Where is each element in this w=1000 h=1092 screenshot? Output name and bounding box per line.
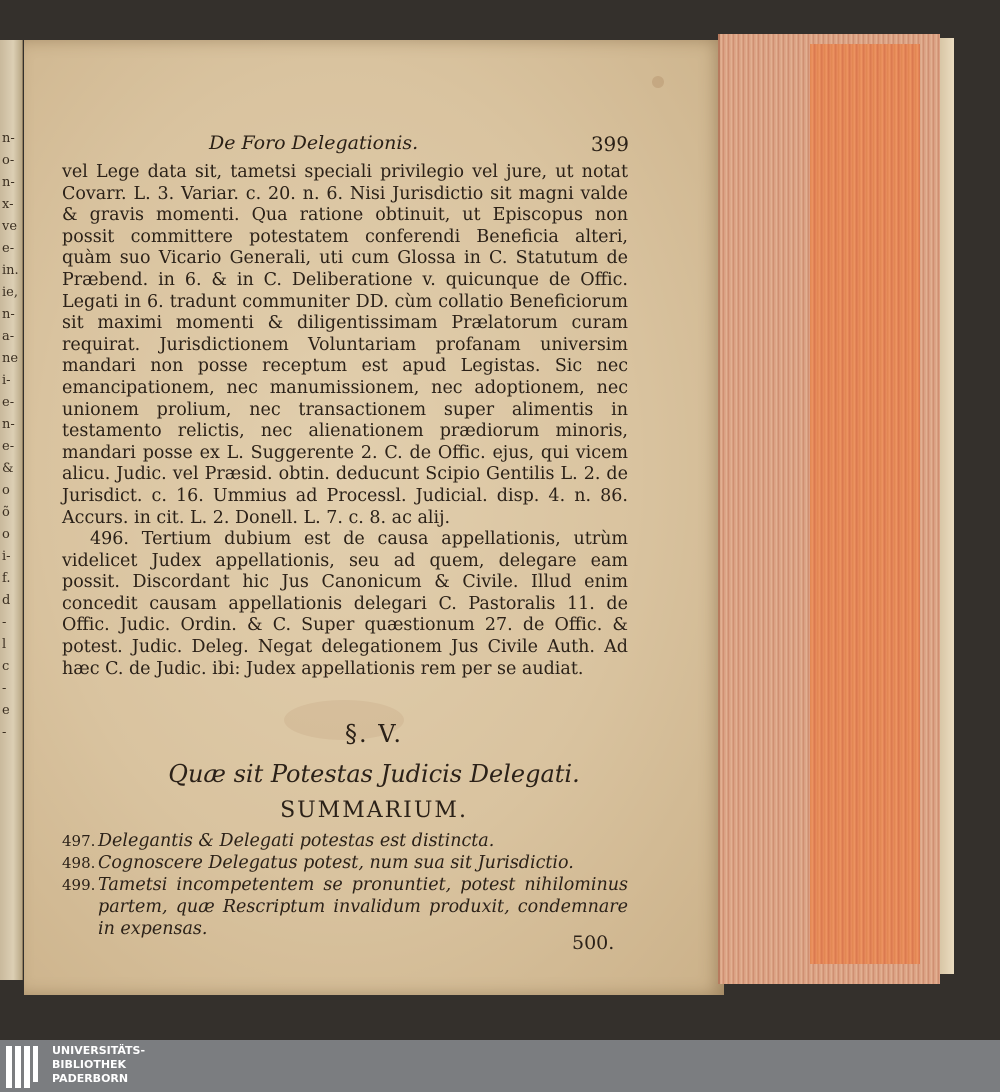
summary-number: 499. <box>62 876 96 894</box>
right-page <box>24 40 724 995</box>
left-page-fragment: n- <box>2 307 15 322</box>
library-logo-icon <box>6 1046 46 1088</box>
left-page-fragment: o <box>2 527 10 542</box>
logo-line: PADERBORN <box>52 1072 129 1085</box>
left-page-fragment: o- <box>2 153 15 168</box>
summary-number: 498. <box>62 854 96 872</box>
left-page-fragment: c <box>2 659 10 674</box>
left-page-fragment: e- <box>2 439 15 454</box>
left-page-fragment: õ <box>2 505 10 520</box>
left-page-fragment: - <box>2 615 7 630</box>
back-cover-rim <box>940 38 954 974</box>
book-fore-edge <box>718 34 940 984</box>
library-logo-text <box>52 1044 145 1086</box>
catchword: 500. <box>572 932 615 954</box>
left-page-fragment: - <box>2 725 7 740</box>
left-page-fragment: o <box>2 483 10 498</box>
left-page-fragment: n- <box>2 417 15 432</box>
summary-heading: SUMMARIUM. <box>280 798 468 823</box>
page-number: 399 <box>590 132 629 156</box>
left-page-fragment: l <box>2 637 7 652</box>
running-title: De Foro Delegationis. <box>209 132 419 154</box>
summary-item <box>62 830 628 852</box>
summary-text: Tametsi incompetentem se pronuntiet, potest nihilominus partem, quæ Rescriptum invalidum produxit, condemnare in expensas. <box>98 875 628 939</box>
logo-line: UNIVERSITÄTS- <box>52 1044 146 1057</box>
left-page-fragment: i- <box>2 549 11 564</box>
summary-item <box>62 874 628 940</box>
left-page-fragment: e- <box>2 395 15 410</box>
left-page-fragment: f. <box>2 571 11 586</box>
left-page-fragment: a- <box>2 329 15 344</box>
left-page-fragment: & <box>2 461 14 476</box>
summary-text: Delegantis & Delegati potestas est distincta. <box>98 831 495 851</box>
left-page-edge <box>0 40 23 980</box>
left-page-fragment: i- <box>2 373 11 388</box>
logo-line: BIBLIOTHEK <box>52 1058 127 1071</box>
page-header <box>209 132 639 162</box>
left-page-fragment: ve <box>2 219 18 234</box>
left-page-fragment: e- <box>2 241 15 256</box>
left-page-fragment: in. <box>2 263 19 278</box>
summary-list <box>62 830 628 940</box>
paragraph: vel Lege data sit, tametsi speciali privilegio vel jure, ut notat Covarr. L. 3. Variar. c. 20. n. 6. Nisi Jurisdictio sit magni valde & gravis momenti. Qua ratione obtinuit, ut Episcopus non possit committere potestatem conferendi Beneficia alteri, quàm suo Vicario Generali, uti cum Glossa in C. Statutum de Præbend. in 6. & in C. Deliberatione v. quicunque de Offic. Legati in 6. tradunt communiter DD. cùm collatio Beneficiorum sit maximi momenti & diligentissimam Prælatorum curam requirat. Jurisdictionem Voluntariam profanam universim mandari non posse receptum est apud Legistas. Sic nec emancipationem, nec manumissionem, nec adoptionem, nec unionem prolium, nec transactionem super alimentis in testamento relictis, nec alienationem prædiorum minoris, mandari posse ex L. Suggerente 2. C. de Offic. ejus, qui vicem alicu. Judic. vel Præsid. obtin. deducunt Scipio Gentilis L. 2. de Jurisdict. c. 16. Ummius ad Processl. Judicial. disp. 4. n. 86. Accurs. in cit. L. 2. Donell. L. 7. c. 8. ac alij. <box>62 162 628 528</box>
paragraph: 496. Tertium dubium est de causa appellationis, utrùm videlicet Judex appellationis, seu ad quem, delegare eam possit. Discordant hic Jus Canonicum & Civile. Illud enim concedit causam appellationis delegari C. Pastoralis 11. de Offic. Judic. Ordin. & C. Super quæstionum 27. de Offic. & potest. Judic. Deleg. Negat delegationem Jus Civile Auth. Ad hæc C. de Judic. ibi: Judex appellationis rem per se audiat. <box>62 529 628 679</box>
summary-text: Cognoscere Delegatus potest, num sua sit Jurisdictio. <box>98 853 574 873</box>
left-page-fragment: n- <box>2 175 15 190</box>
left-page-fragment: x- <box>2 197 14 212</box>
paper-stain <box>652 76 664 88</box>
left-page-fragment: ie, <box>2 285 18 300</box>
left-page-fragment: - <box>2 681 7 696</box>
left-page-fragment: ne <box>2 351 19 366</box>
left-page-fragment: e <box>2 703 10 718</box>
summary-item <box>62 852 628 874</box>
red-edge-gilding <box>810 44 920 964</box>
library-footer <box>0 1040 1000 1092</box>
section-title: Quæ sit Potestas Judicis Delegati. <box>168 760 580 788</box>
left-page-fragment: d <box>2 593 11 608</box>
section-mark: §. V. <box>344 720 404 748</box>
summary-number: 497. <box>62 832 96 850</box>
main-text <box>62 162 628 680</box>
left-page-fragment: n- <box>2 131 15 146</box>
